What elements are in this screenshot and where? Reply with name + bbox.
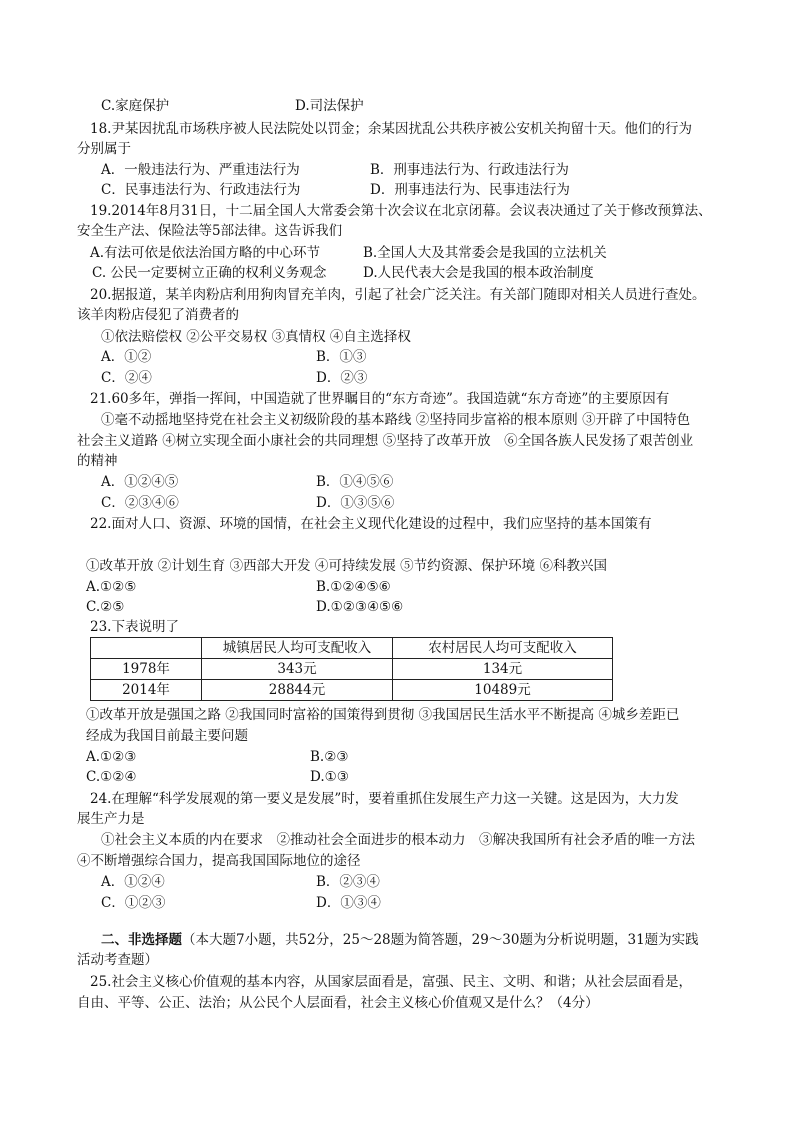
- q18-stem: 18.尹某因扰乱市场秩序被人民法院处以罚金；余某因扰乱公共秩序被公安机关拘留十天。他们的行为: [90, 121, 692, 137]
- q21-stem: 21.60多年，弹指一挥间，中国造就了世界瞩目的“东方奇迹”。我国造就“东方奇迹”的主要原因有: [90, 391, 670, 407]
- section-description-cont: 活动考查题）: [77, 952, 158, 968]
- q23-option-c: C.①②④: [86, 769, 137, 785]
- q25-stem-cont: 自由、平等、公正、法治；从公民个人层面看，社会主义核心价值观又是什么？（4分）: [77, 995, 599, 1011]
- q22-option-a: A.①②⑤: [86, 579, 137, 595]
- table-header-cell: [91, 638, 202, 659]
- table-cell: 28844元: [202, 680, 393, 701]
- q22-stem: 22.面对人口、资源、环境的国情，在社会主义现代化建设的过程中，我们应坚持的基本国策有: [90, 516, 652, 532]
- q23-items-line1: ①改革开放是强国之路 ②我国同时富裕的国策得到贯彻 ③我国居民生活水平不断提高 ④城乡差距已: [86, 707, 680, 723]
- q20-stem: 20.据报道，某羊肉粉店利用狗肉冒充羊肉，引起了社会广泛关注。有关部门随即对相关人员进行查处。: [90, 287, 706, 303]
- q18-option-a: A．一般违法行为、严重违法行为: [101, 162, 300, 178]
- q17-option-c: C.家庭保护: [101, 98, 170, 114]
- q25-stem: 25.社会主义核心价值观的基本内容，从国家层面看是，富强、民主、文明、和谐；从社会层面看是，: [90, 974, 692, 990]
- q17-option-d: D.司法保护: [295, 98, 364, 114]
- q21-option-a: A．①②④⑤: [101, 474, 179, 490]
- income-table: [90, 637, 613, 701]
- q24-stem-cont: 展生产力是: [77, 811, 145, 827]
- q21-option-d: D．①③⑤⑥: [316, 495, 395, 511]
- q21-items-line3: 的精神: [77, 453, 118, 469]
- q19-option-a: A.有法可依是依法治国方略的中心环节: [90, 245, 321, 261]
- q24-option-c: C．①②③: [101, 895, 166, 911]
- q19-option-d: D.人民代表大会是我国的根本政治制度: [363, 265, 594, 281]
- table-row: [91, 659, 613, 680]
- table-header-row: [91, 638, 613, 659]
- q22-option-b: B.①②④⑤⑥: [316, 579, 391, 595]
- q18-option-d: D．刑事违法行为、民事违法行为: [370, 182, 570, 198]
- q20-option-d: D．②③: [316, 370, 368, 386]
- q18-stem-cont: 分别属于: [77, 141, 131, 157]
- table-cell: 134元: [393, 659, 613, 680]
- q22-items: ①改革开放 ②计划生育 ③西部大开发 ④可持续发展 ⑤节约资源、保护环境 ⑥科教兴国: [86, 558, 607, 574]
- table-header-cell: 城镇居民人均可支配收入: [202, 638, 393, 659]
- q18-option-b: B．刑事违法行为、行政违法行为: [370, 162, 569, 178]
- q23-items-line2: 经成为我国目前最主要问题: [86, 728, 248, 744]
- q24-items-line1: ①社会主义本质的内在要求 ②推动社会全面进步的根本动力 ③解决我国所有社会矛盾的唯一方法: [101, 832, 695, 848]
- q24-option-d: D．①③④: [316, 895, 381, 911]
- q24-option-b: B．②③④: [316, 874, 380, 890]
- q20-items: ①依法赔偿权 ②公平交易权 ③真情权 ④自主选择权: [101, 329, 411, 345]
- q22-option-c: C.②⑤: [86, 599, 125, 615]
- q20-option-a: A．①②: [101, 349, 152, 365]
- q23-option-b: B.②③: [310, 749, 349, 765]
- q23-option-a: A.①②③: [86, 749, 137, 765]
- q24-stem: 24.在理解“科学发展观的第一要义是发展”时，要着重抓住发展生产力这一关键。这是因为，大力发: [90, 791, 679, 807]
- q20-stem-cont: 该羊肉粉店侵犯了消费者的: [77, 307, 239, 323]
- q18-option-c: C．民事违法行为、行政违法行为: [101, 182, 301, 198]
- q23-stem: 23.下表说明了: [90, 619, 179, 635]
- q22-option-d: D.①②③④⑤⑥: [316, 599, 404, 615]
- section-heading-line: [101, 931, 699, 949]
- q24-items-line2: ④不断增强综合国力，提高我国国际地位的途径: [77, 853, 361, 869]
- q24-option-a: A．①②④: [101, 874, 165, 890]
- table-header-cell: 农村居民人均可支配收入: [393, 638, 613, 659]
- q20-option-c: C．②④: [101, 370, 152, 386]
- q21-items-line1: ①毫不动摇地坚持党在社会主义初级阶段的基本路线 ②坚持同步富裕的根本原则 ③开辟了中国特色: [101, 412, 691, 428]
- q21-option-b: B．①④⑤⑥: [316, 474, 394, 490]
- section-title: 二、非选择题: [101, 932, 182, 948]
- q21-items-line2: 社会主义道路 ④树立实现全面小康社会的共同理想 ⑤坚持了改革开放 ⑥全国各族人民发扬了艰苦创业: [77, 433, 694, 449]
- q20-option-b: B．①③: [316, 349, 367, 365]
- table-cell: 2014年: [91, 680, 202, 701]
- q23-option-d: D.①③: [310, 769, 349, 785]
- section-description: （本大题7小题，共52分，25～28题为简答题，29～30题为分析说明题，31题为实践: [182, 932, 699, 948]
- q19-stem: 19.2014年8月31日，十二届全国人大常委会第十次会议在北京闭幕。会议表决通过了关于修改预算法、: [90, 203, 712, 219]
- q21-option-c: C．②③④⑥: [101, 495, 179, 511]
- table-cell: 343元: [202, 659, 393, 680]
- q19-stem-cont: 安全生产法、保险法等5部法律。这告诉我们: [77, 223, 343, 239]
- q19-option-b: B.全国人大及其常委会是我国的立法机关: [363, 245, 607, 261]
- table-cell: 10489元: [393, 680, 613, 701]
- table-cell: 1978年: [91, 659, 202, 680]
- table-row: [91, 680, 613, 701]
- q19-option-c: C. 公民一定要树立正确的权利义务观念: [92, 265, 327, 281]
